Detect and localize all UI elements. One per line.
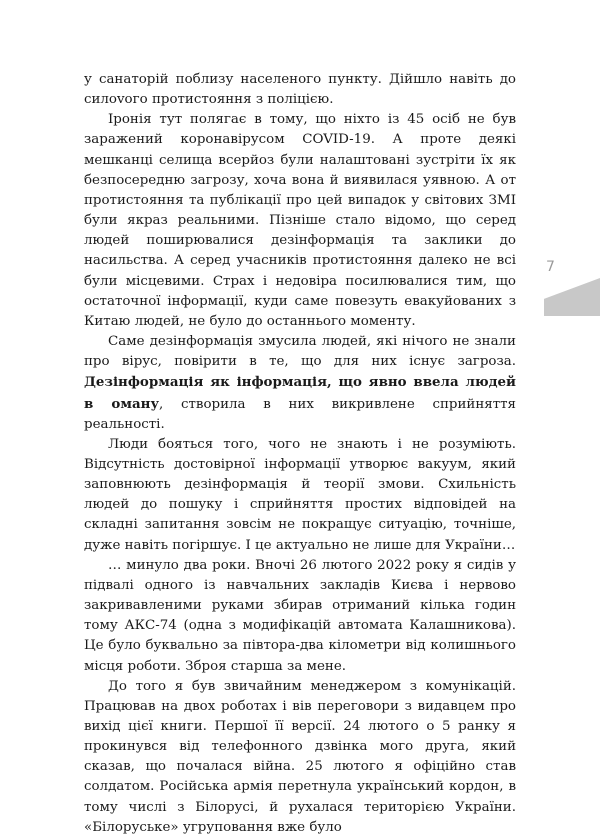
paragraph-5: … минуло два роки. Вночі 26 лютого 2022 року я сидів у підвалі одного із навчальних закладів Києва і нервово закривавленими руками збирав отриманий кілька годин тому АКС-74 (одна з модифікацій автомата Калашникова). Це було буквально за півтора-два кілометри від колишнього місця роботи. Зброя старша за мене. (84, 557, 516, 674)
chapter-side-tab (544, 278, 600, 316)
page-body-text (84, 70, 516, 838)
paragraph-3-bold-definition: Дезінформація як інформація, що явно ввела людей в оману (84, 374, 516, 412)
paragraph-2: Іронія тут полягає в тому, що ніхто із 45 осіб не був заражений коронавірусом COVID-19. А проте деякі мешканці селища всерйоз були налаштовані зустріти їх як безпосередню загрозу, хоча вона й виявилася уявною. А от протистояння та публікації про цей випадок у світових ЗМІ були якраз реальними. Пізніше стало відомо, що серед людей поширювалися дезінформація та заклики до насильства. А серед учасників протистояння далеко не всі були місцевими. Страх і недовіра посилювалися тим, що остаточної інформації, куди саме повезуть евакуйованих з Китаю людей, не було до останнього моменту. (84, 112, 516, 329)
paragraph-3 (84, 332, 516, 435)
paragraph-1: у санаторій поблизу населеного пункту. Дійшло навіть до силоvого протистояння з поліцією. (84, 72, 516, 108)
paragraph-3-end: , створила в них викривлене сприйняття реальності. (84, 396, 516, 432)
paragraph-3-start: Саме дезінформація змусила людей, які нічого не знали про вірус, повірити в те, що для них існує загроза. (84, 334, 516, 370)
paragraph-6: До того я був звичайним менеджером з комунікацій. Працював на двох роботах і вів переговори з видавцем про вихід цієї книги. Першої її версії. 24 лютого о 5 ранку я прокинувся від телефонного дзвінка мого друга, який сказав, що почалася війна. 25 лютого я офіційно став солдатом. Російська армія перетнула український кордон, в тому числі з Білорусі, й рухалася територією України. «Білоруське» угруповання вже було (84, 678, 516, 835)
paragraph-4: Люди бояться того, чого не знають і не розуміють. Відсутність достовірної інформації утворює вакуум, який заповнюють дезінформація й теорії змови. Схильність людей до пошуку і сприйняття простих відповідей на складні запитання зовсім не покращує ситуацію, точніше, дуже навіть погіршує. І це актуально не лише для України… (84, 436, 516, 553)
page-number: 7 (546, 259, 555, 275)
